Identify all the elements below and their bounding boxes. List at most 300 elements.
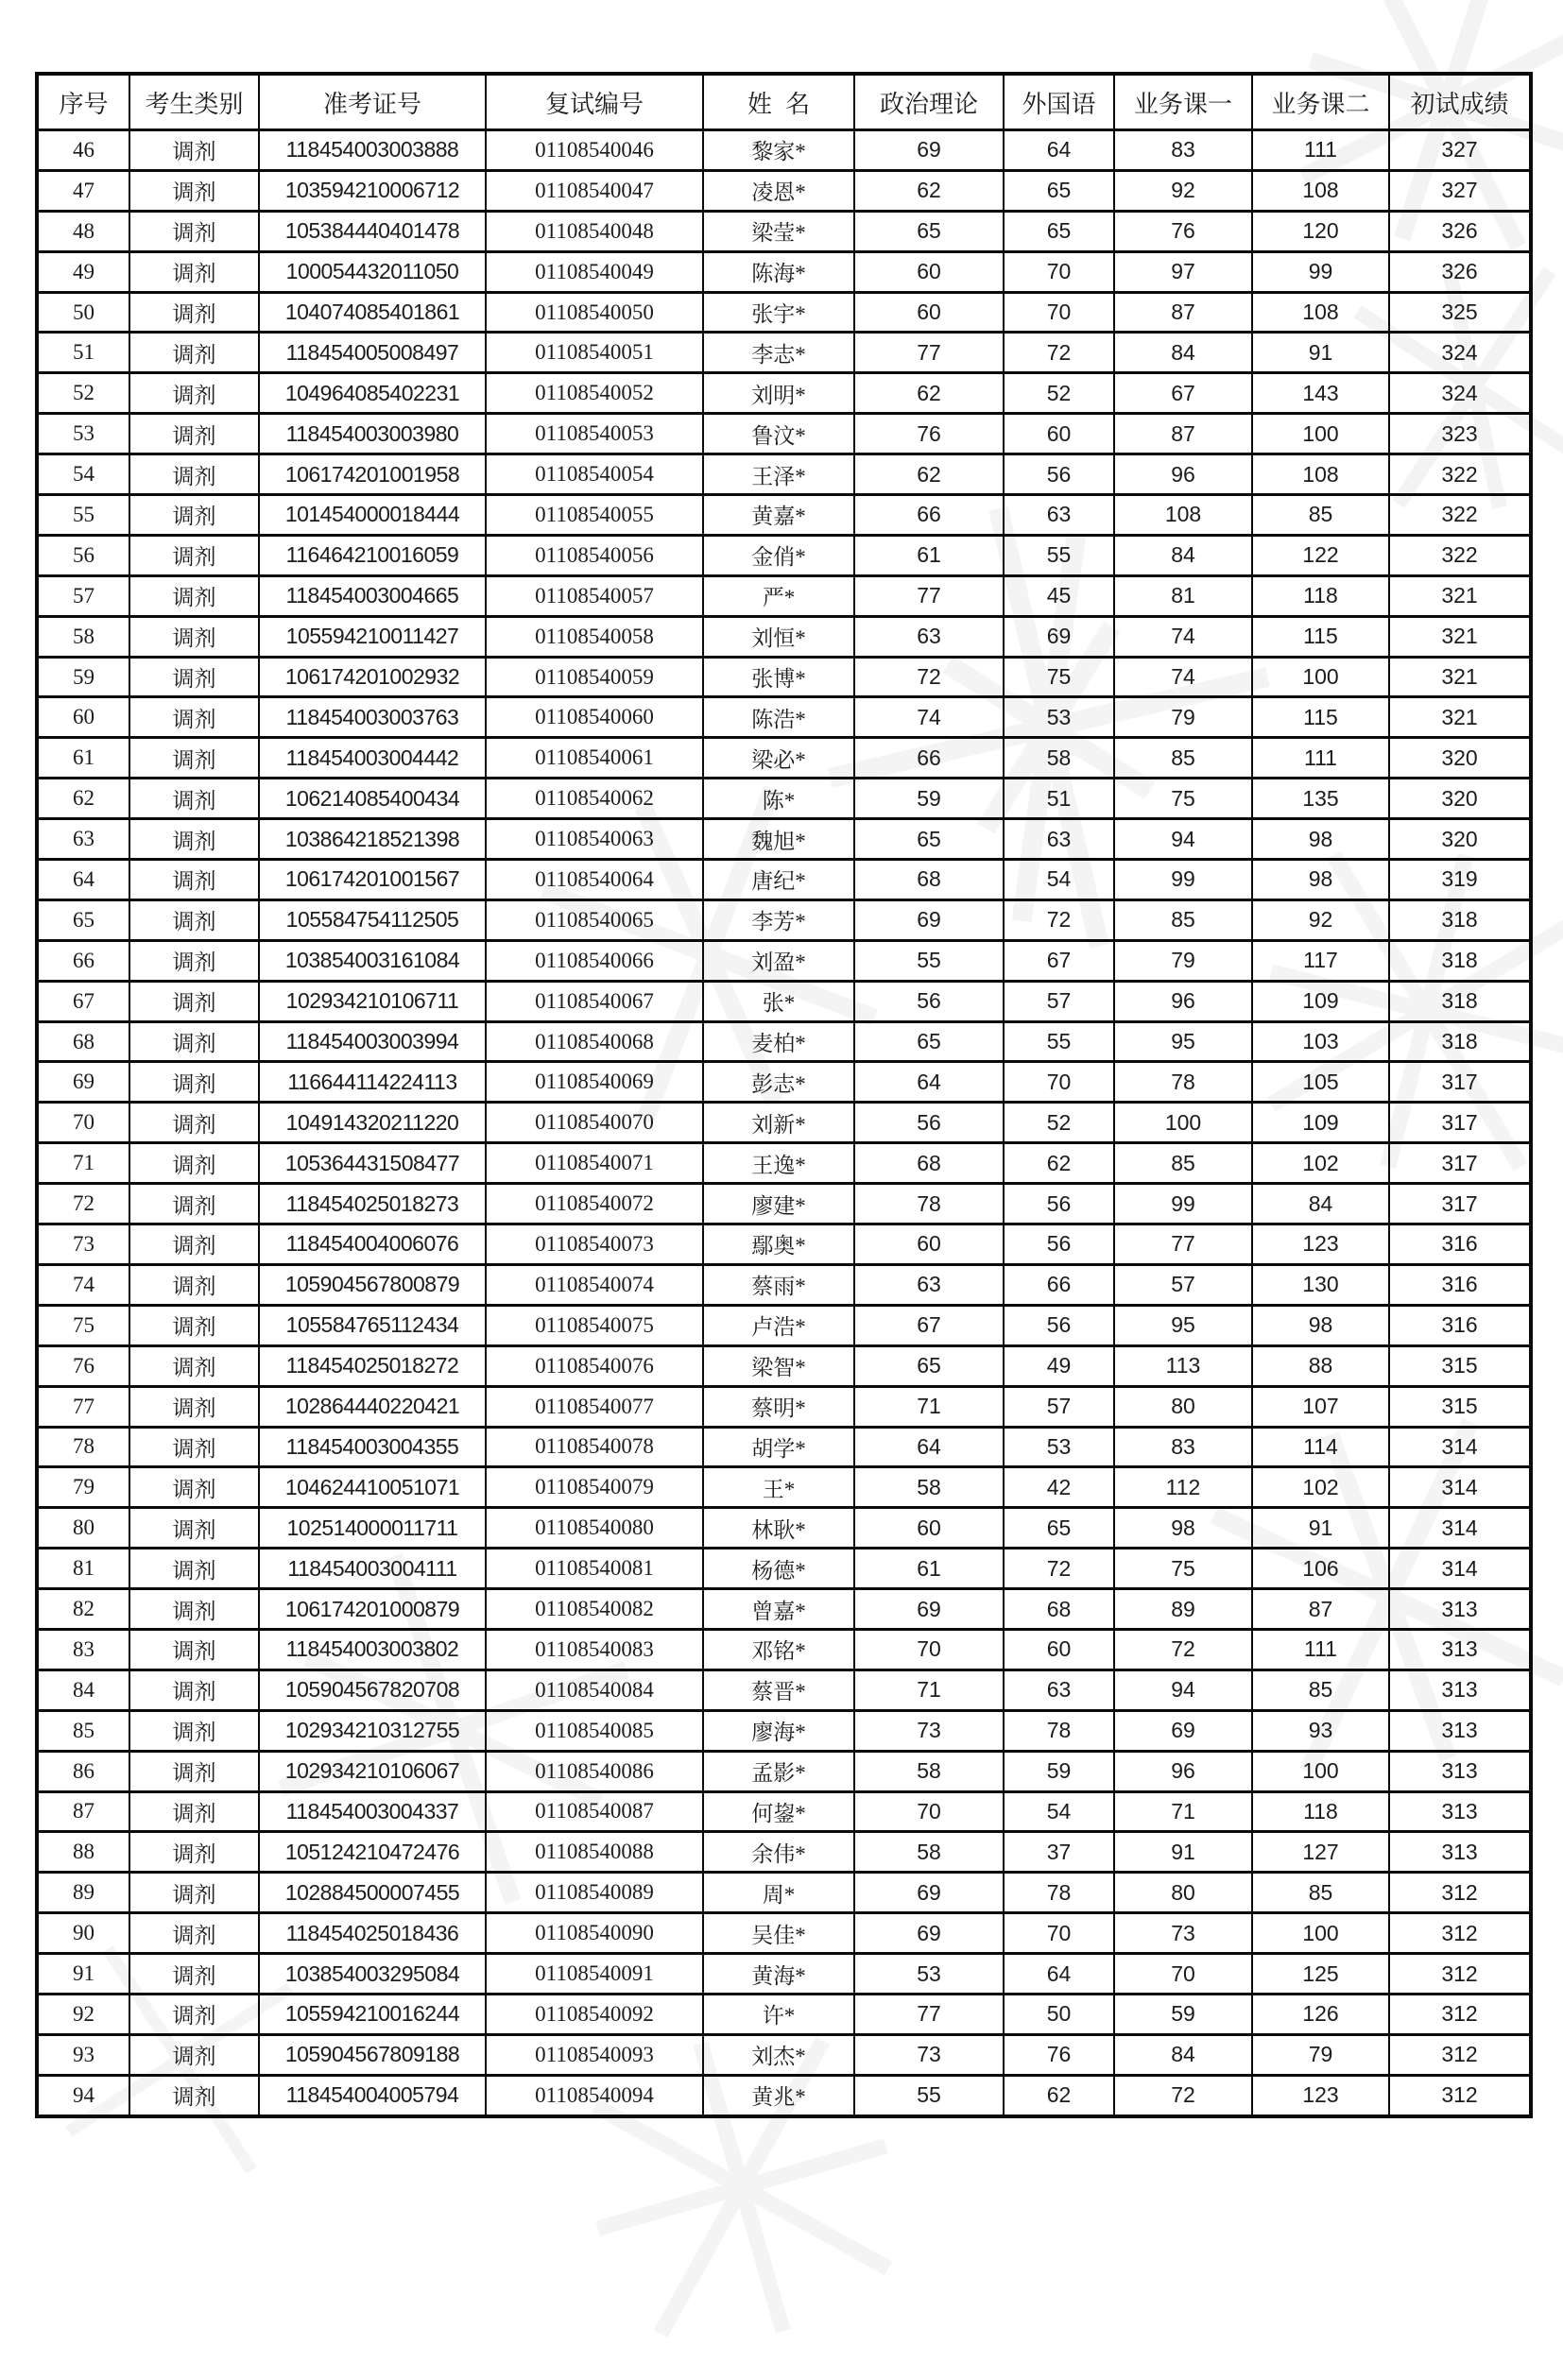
cell-index: 70 (37, 1103, 129, 1143)
cell-politics-score: 68 (854, 860, 1004, 900)
cell-index: 56 (37, 535, 129, 575)
cell-index: 61 (37, 738, 129, 779)
cell-politics-score: 69 (854, 1873, 1004, 1913)
cell-name: 林耿* (703, 1508, 854, 1549)
cell-admission-no: 104914320211220 (259, 1103, 486, 1143)
cell-foreign-language-score: 65 (1004, 170, 1114, 211)
cell-name: 鄢奥* (703, 1224, 854, 1265)
cell-course1-score: 83 (1114, 130, 1252, 171)
cell-admission-no: 100054432011050 (259, 251, 486, 292)
cell-course2-score: 111 (1252, 1629, 1389, 1669)
cell-course1-score: 95 (1114, 1021, 1252, 1062)
table-row (37, 333, 1531, 373)
table-row (37, 860, 1531, 900)
cell-politics-score: 70 (854, 1629, 1004, 1669)
cell-course2-score: 84 (1252, 1184, 1389, 1224)
cell-name: 黎家* (703, 130, 854, 171)
cell-initial-total-score: 318 (1389, 981, 1531, 1021)
cell-course1-score: 94 (1114, 819, 1252, 860)
cell-name: 凌恩* (703, 170, 854, 211)
table-row (37, 211, 1531, 251)
cell-retest-no: 01108540070 (486, 1103, 703, 1143)
cell-admission-no: 118454003004111 (259, 1549, 486, 1589)
cell-index: 60 (37, 697, 129, 738)
cell-admission-no: 105594210011427 (259, 616, 486, 657)
cell-name: 刘盈* (703, 940, 854, 981)
cell-name: 李芳* (703, 899, 854, 940)
cell-index: 67 (37, 981, 129, 1021)
table-row (37, 1751, 1531, 1791)
cell-initial-total-score: 326 (1389, 251, 1531, 292)
cell-index: 87 (37, 1791, 129, 1832)
cell-admission-no: 106174201002932 (259, 657, 486, 697)
cell-name: 刘新* (703, 1103, 854, 1143)
cell-foreign-language-score: 53 (1004, 1427, 1114, 1467)
cell-course1-score: 100 (1114, 1103, 1252, 1143)
cell-initial-total-score: 312 (1389, 1954, 1531, 1995)
cell-category: 调剂 (129, 981, 259, 1021)
cell-course1-score: 75 (1114, 1549, 1252, 1589)
cell-initial-total-score: 312 (1389, 1873, 1531, 1913)
cell-retest-no: 01108540049 (486, 251, 703, 292)
table-row (37, 1386, 1531, 1427)
cell-index: 55 (37, 495, 129, 536)
cell-category: 调剂 (129, 1143, 259, 1184)
cell-category: 调剂 (129, 779, 259, 819)
cell-retest-no: 01108540051 (486, 333, 703, 373)
table-row (37, 697, 1531, 738)
cell-politics-score: 61 (854, 535, 1004, 575)
cell-politics-score: 58 (854, 1832, 1004, 1873)
cell-course2-score: 92 (1252, 899, 1389, 940)
cell-category: 调剂 (129, 1549, 259, 1589)
cell-retest-no: 01108540067 (486, 981, 703, 1021)
cell-foreign-language-score: 45 (1004, 575, 1114, 616)
cell-course2-score: 130 (1252, 1264, 1389, 1305)
cell-admission-no: 102514000011711 (259, 1508, 486, 1549)
cell-politics-score: 69 (854, 899, 1004, 940)
cell-name: 吴佳* (703, 1913, 854, 1954)
cell-category: 调剂 (129, 251, 259, 292)
cell-name: 陈* (703, 779, 854, 819)
cell-politics-score: 66 (854, 495, 1004, 536)
cell-admission-no: 106174201001567 (259, 860, 486, 900)
cell-politics-score: 69 (854, 130, 1004, 171)
cell-initial-total-score: 320 (1389, 738, 1531, 779)
cell-course1-score: 70 (1114, 1954, 1252, 1995)
cell-name: 梁智* (703, 1345, 854, 1386)
cell-course2-score: 135 (1252, 779, 1389, 819)
cell-politics-score: 73 (854, 2034, 1004, 2075)
cell-foreign-language-score: 42 (1004, 1467, 1114, 1508)
cell-category: 调剂 (129, 1103, 259, 1143)
cell-index: 47 (37, 170, 129, 211)
cell-index: 62 (37, 779, 129, 819)
cell-course1-score: 99 (1114, 860, 1252, 900)
cell-admission-no: 106214085400434 (259, 779, 486, 819)
cell-name: 曾嘉* (703, 1589, 854, 1630)
cell-category: 调剂 (129, 1345, 259, 1386)
cell-course1-score: 83 (1114, 1427, 1252, 1467)
cell-category: 调剂 (129, 170, 259, 211)
cell-category: 调剂 (129, 616, 259, 657)
cell-course2-score: 125 (1252, 1954, 1389, 1995)
cell-course2-score: 100 (1252, 657, 1389, 697)
cell-foreign-language-score: 63 (1004, 495, 1114, 536)
cell-politics-score: 70 (854, 1791, 1004, 1832)
cell-politics-score: 58 (854, 1467, 1004, 1508)
cell-admission-no: 105584765112434 (259, 1305, 486, 1345)
cell-foreign-language-score: 56 (1004, 454, 1114, 495)
cell-course2-score: 88 (1252, 1345, 1389, 1386)
cell-name: 黄嘉* (703, 495, 854, 536)
cell-initial-total-score: 318 (1389, 899, 1531, 940)
cell-politics-score: 56 (854, 981, 1004, 1021)
cell-retest-no: 01108540066 (486, 940, 703, 981)
cell-politics-score: 62 (854, 170, 1004, 211)
cell-retest-no: 01108540069 (486, 1062, 703, 1103)
cell-retest-no: 01108540093 (486, 2034, 703, 2075)
cell-retest-no: 01108540092 (486, 1994, 703, 2034)
header-name: 姓名 (703, 74, 854, 130)
cell-course1-score: 87 (1114, 414, 1252, 454)
cell-index: 76 (37, 1345, 129, 1386)
cell-course1-score: 84 (1114, 535, 1252, 575)
cell-admission-no: 105584754112505 (259, 899, 486, 940)
cell-initial-total-score: 327 (1389, 130, 1531, 171)
cell-foreign-language-score: 69 (1004, 616, 1114, 657)
cell-initial-total-score: 313 (1389, 1629, 1531, 1669)
header-row (37, 74, 1531, 130)
cell-politics-score: 76 (854, 414, 1004, 454)
cell-retest-no: 01108540082 (486, 1589, 703, 1630)
cell-politics-score: 77 (854, 575, 1004, 616)
cell-course2-score: 126 (1252, 1994, 1389, 2034)
cell-name: 梁必* (703, 738, 854, 779)
cell-admission-no: 118454003003994 (259, 1021, 486, 1062)
cell-retest-no: 01108540079 (486, 1467, 703, 1508)
cell-course2-score: 111 (1252, 130, 1389, 171)
cell-course2-score: 106 (1252, 1549, 1389, 1589)
cell-name: 孟影* (703, 1751, 854, 1791)
table-row (37, 1345, 1531, 1386)
cell-course1-score: 59 (1114, 1994, 1252, 2034)
cell-foreign-language-score: 55 (1004, 535, 1114, 575)
cell-politics-score: 66 (854, 738, 1004, 779)
table-row (37, 1629, 1531, 1669)
cell-politics-score: 63 (854, 1264, 1004, 1305)
cell-index: 91 (37, 1954, 129, 1995)
cell-index: 53 (37, 414, 129, 454)
cell-politics-score: 77 (854, 1994, 1004, 2034)
cell-initial-total-score: 317 (1389, 1143, 1531, 1184)
cell-course1-score: 72 (1114, 1629, 1252, 1669)
cell-initial-total-score: 321 (1389, 697, 1531, 738)
cell-initial-total-score: 313 (1389, 1832, 1531, 1873)
cell-retest-no: 01108540081 (486, 1549, 703, 1589)
cell-name: 蔡晋* (703, 1669, 854, 1710)
cell-retest-no: 01108540050 (486, 292, 703, 333)
cell-retest-no: 01108540048 (486, 211, 703, 251)
cell-initial-total-score: 314 (1389, 1549, 1531, 1589)
cell-retest-no: 01108540068 (486, 1021, 703, 1062)
cell-course2-score: 98 (1252, 819, 1389, 860)
cell-initial-total-score: 316 (1389, 1224, 1531, 1265)
cell-course1-score: 99 (1114, 1184, 1252, 1224)
cell-index: 57 (37, 575, 129, 616)
cell-retest-no: 01108540061 (486, 738, 703, 779)
cell-initial-total-score: 314 (1389, 1467, 1531, 1508)
cell-initial-total-score: 323 (1389, 414, 1531, 454)
cell-initial-total-score: 312 (1389, 2034, 1531, 2075)
cell-foreign-language-score: 66 (1004, 1264, 1114, 1305)
cell-index: 94 (37, 2075, 129, 2115)
cell-retest-no: 01108540080 (486, 1508, 703, 1549)
cell-retest-no: 01108540076 (486, 1345, 703, 1386)
cell-category: 调剂 (129, 1508, 259, 1549)
table-row (37, 1589, 1531, 1630)
cell-course2-score: 100 (1252, 1913, 1389, 1954)
cell-name: 梁莹* (703, 211, 854, 251)
cell-initial-total-score: 313 (1389, 1751, 1531, 1791)
table-row (37, 454, 1531, 495)
cell-category: 调剂 (129, 1954, 259, 1995)
cell-foreign-language-score: 75 (1004, 657, 1114, 697)
cell-admission-no: 118454005008497 (259, 333, 486, 373)
cell-name: 王泽* (703, 454, 854, 495)
cell-course1-score: 79 (1114, 697, 1252, 738)
cell-course2-score: 123 (1252, 2075, 1389, 2115)
table-row (37, 535, 1531, 575)
cell-name: 魏旭* (703, 819, 854, 860)
cell-initial-total-score: 325 (1389, 292, 1531, 333)
cell-politics-score: 72 (854, 657, 1004, 697)
cell-foreign-language-score: 63 (1004, 1669, 1114, 1710)
cell-initial-total-score: 320 (1389, 819, 1531, 860)
table-row (37, 981, 1531, 1021)
cell-politics-score: 53 (854, 1954, 1004, 1995)
cell-foreign-language-score: 65 (1004, 1508, 1114, 1549)
cell-course2-score: 85 (1252, 1669, 1389, 1710)
cell-category: 调剂 (129, 860, 259, 900)
cell-admission-no: 102934210312755 (259, 1710, 486, 1751)
cell-retest-no: 01108540085 (486, 1710, 703, 1751)
cell-admission-no: 103864218521398 (259, 819, 486, 860)
cell-index: 82 (37, 1589, 129, 1630)
cell-course2-score: 85 (1252, 1873, 1389, 1913)
cell-initial-total-score: 313 (1389, 1669, 1531, 1710)
cell-category: 调剂 (129, 535, 259, 575)
cell-category: 调剂 (129, 657, 259, 697)
cell-initial-total-score: 312 (1389, 1913, 1531, 1954)
cell-course2-score: 85 (1252, 495, 1389, 536)
cell-course1-score: 97 (1114, 251, 1252, 292)
cell-admission-no: 118454003004442 (259, 738, 486, 779)
cell-foreign-language-score: 67 (1004, 940, 1114, 981)
cell-category: 调剂 (129, 819, 259, 860)
cell-foreign-language-score: 68 (1004, 1589, 1114, 1630)
cell-category: 调剂 (129, 1629, 259, 1669)
cell-course1-score: 89 (1114, 1589, 1252, 1630)
cell-index: 71 (37, 1143, 129, 1184)
cell-retest-no: 01108540077 (486, 1386, 703, 1427)
cell-category: 调剂 (129, 2075, 259, 2115)
table-row (37, 1062, 1531, 1103)
cell-category: 调剂 (129, 1021, 259, 1062)
cell-course1-score: 79 (1114, 940, 1252, 981)
cell-course2-score: 93 (1252, 1710, 1389, 1751)
cell-course1-score: 112 (1114, 1467, 1252, 1508)
cell-course2-score: 105 (1252, 1062, 1389, 1103)
cell-retest-no: 01108540047 (486, 170, 703, 211)
cell-course2-score: 118 (1252, 1791, 1389, 1832)
cell-course1-score: 74 (1114, 657, 1252, 697)
cell-retest-no: 01108540054 (486, 454, 703, 495)
cell-course2-score: 108 (1252, 170, 1389, 211)
cell-admission-no: 105364431508477 (259, 1143, 486, 1184)
cell-index: 59 (37, 657, 129, 697)
cell-foreign-language-score: 57 (1004, 981, 1114, 1021)
cell-name: 陈海* (703, 251, 854, 292)
cell-initial-total-score: 314 (1389, 1508, 1531, 1549)
cell-admission-no: 116464210016059 (259, 535, 486, 575)
cell-politics-score: 62 (854, 373, 1004, 414)
cell-index: 63 (37, 819, 129, 860)
cell-course1-score: 77 (1114, 1224, 1252, 1265)
cell-index: 85 (37, 1710, 129, 1751)
cell-initial-total-score: 318 (1389, 1021, 1531, 1062)
table-row (37, 1224, 1531, 1265)
table-row (37, 170, 1531, 211)
cell-retest-no: 01108540083 (486, 1629, 703, 1669)
cell-course1-score: 84 (1114, 2034, 1252, 2075)
table-row (37, 1791, 1531, 1832)
cell-politics-score: 64 (854, 1062, 1004, 1103)
cell-foreign-language-score: 70 (1004, 1913, 1114, 1954)
cell-retest-no: 01108540058 (486, 616, 703, 657)
cell-initial-total-score: 317 (1389, 1103, 1531, 1143)
cell-foreign-language-score: 56 (1004, 1305, 1114, 1345)
cell-category: 调剂 (129, 454, 259, 495)
cell-initial-total-score: 317 (1389, 1062, 1531, 1103)
cell-admission-no: 118454025018272 (259, 1345, 486, 1386)
cell-retest-no: 01108540064 (486, 860, 703, 900)
cell-index: 48 (37, 211, 129, 251)
cell-foreign-language-score: 52 (1004, 1103, 1114, 1143)
table-row (37, 616, 1531, 657)
cell-politics-score: 77 (854, 333, 1004, 373)
header-course2-score: 业务课二 (1252, 74, 1389, 130)
cell-retest-no: 01108540086 (486, 1751, 703, 1791)
cell-course2-score: 98 (1252, 1305, 1389, 1345)
admission-score-table (35, 72, 1533, 2118)
cell-retest-no: 01108540094 (486, 2075, 703, 2115)
cell-name: 唐纪* (703, 860, 854, 900)
cell-foreign-language-score: 64 (1004, 1954, 1114, 1995)
cell-course2-score: 108 (1252, 292, 1389, 333)
cell-name: 王逸* (703, 1143, 854, 1184)
cell-politics-score: 63 (854, 616, 1004, 657)
cell-course2-score: 111 (1252, 738, 1389, 779)
cell-foreign-language-score: 78 (1004, 1710, 1114, 1751)
cell-politics-score: 65 (854, 1345, 1004, 1386)
cell-category: 调剂 (129, 292, 259, 333)
header-initial-total-score: 初试成绩 (1389, 74, 1531, 130)
cell-initial-total-score: 313 (1389, 1589, 1531, 1630)
cell-course1-score: 84 (1114, 333, 1252, 373)
cell-index: 64 (37, 860, 129, 900)
cell-foreign-language-score: 50 (1004, 1994, 1114, 2034)
cell-politics-score: 65 (854, 211, 1004, 251)
table-row (37, 1143, 1531, 1184)
cell-course2-score: 127 (1252, 1832, 1389, 1873)
cell-course2-score: 107 (1252, 1386, 1389, 1427)
cell-retest-no: 01108540075 (486, 1305, 703, 1345)
cell-index: 80 (37, 1508, 129, 1549)
cell-index: 66 (37, 940, 129, 981)
cell-foreign-language-score: 57 (1004, 1386, 1114, 1427)
cell-initial-total-score: 324 (1389, 333, 1531, 373)
cell-index: 90 (37, 1913, 129, 1954)
cell-admission-no: 104624410051071 (259, 1467, 486, 1508)
cell-course1-score: 108 (1114, 495, 1252, 536)
cell-course2-score: 91 (1252, 1508, 1389, 1549)
cell-admission-no: 102864440220421 (259, 1386, 486, 1427)
cell-retest-no: 01108540065 (486, 899, 703, 940)
header-index: 序号 (37, 74, 129, 130)
cell-category: 调剂 (129, 1751, 259, 1791)
cell-category: 调剂 (129, 1669, 259, 1710)
cell-course1-score: 96 (1114, 1751, 1252, 1791)
cell-category: 调剂 (129, 1873, 259, 1913)
cell-category: 调剂 (129, 333, 259, 373)
cell-course2-score: 98 (1252, 860, 1389, 900)
table-row (37, 1954, 1531, 1995)
cell-name: 卢浩* (703, 1305, 854, 1345)
cell-course1-score: 85 (1114, 1143, 1252, 1184)
cell-index: 81 (37, 1549, 129, 1589)
cell-name: 李志* (703, 333, 854, 373)
header-retest-no: 复试编号 (486, 74, 703, 130)
cell-admission-no: 102934210106067 (259, 1751, 486, 1791)
cell-index: 75 (37, 1305, 129, 1345)
cell-category: 调剂 (129, 1467, 259, 1508)
cell-admission-no: 118454003004337 (259, 1791, 486, 1832)
cell-name: 黄海* (703, 1954, 854, 1995)
cell-name: 黄兆* (703, 2075, 854, 2115)
cell-course1-score: 74 (1114, 616, 1252, 657)
cell-course1-score: 92 (1114, 170, 1252, 211)
cell-admission-no: 118454025018273 (259, 1184, 486, 1224)
cell-course1-score: 75 (1114, 779, 1252, 819)
cell-politics-score: 65 (854, 819, 1004, 860)
cell-initial-total-score: 314 (1389, 1427, 1531, 1467)
header-foreign-language-score: 外国语 (1004, 74, 1114, 130)
cell-politics-score: 69 (854, 1913, 1004, 1954)
cell-name: 邓铭* (703, 1629, 854, 1669)
cell-index: 46 (37, 130, 129, 171)
table-row (37, 1467, 1531, 1508)
cell-retest-no: 01108540056 (486, 535, 703, 575)
cell-course1-score: 71 (1114, 1791, 1252, 1832)
cell-initial-total-score: 321 (1389, 575, 1531, 616)
cell-index: 68 (37, 1021, 129, 1062)
cell-foreign-language-score: 70 (1004, 292, 1114, 333)
table-row (37, 292, 1531, 333)
cell-initial-total-score: 321 (1389, 616, 1531, 657)
cell-foreign-language-score: 53 (1004, 697, 1114, 738)
cell-course1-score: 95 (1114, 1305, 1252, 1345)
